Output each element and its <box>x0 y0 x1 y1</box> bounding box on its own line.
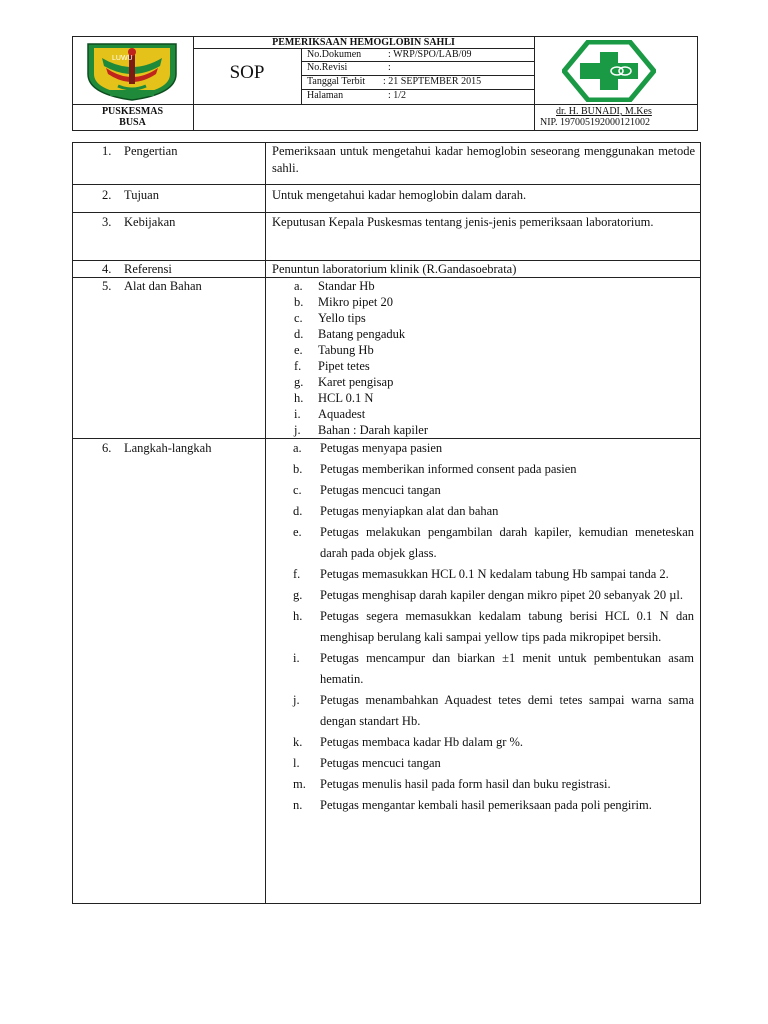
list-marker: g. <box>293 588 303 602</box>
list-marker: g. <box>294 375 304 389</box>
list-marker: d. <box>293 504 303 518</box>
list-item-text: Bahan : Darah kapiler <box>318 423 429 437</box>
tool-list-item <box>266 310 696 326</box>
list-item-text: Petugas memasukkan HCL 0.1 N kedalam tabung Hb sampai tanda 2. <box>320 567 669 581</box>
org-name-line2: BUSA <box>119 117 146 128</box>
field-value-no-revisi: : <box>388 62 391 73</box>
list-marker: e. <box>293 525 302 539</box>
row-label-alat-dan-bahan: Alat dan Bahan <box>124 279 202 293</box>
list-marker: c. <box>294 311 303 325</box>
list-marker: c. <box>293 483 302 497</box>
tool-list-item <box>266 374 696 390</box>
step-list-item <box>266 648 694 690</box>
list-item-text: Tabung Hb <box>318 343 374 357</box>
step-list-item <box>266 690 694 732</box>
row-content-tujuan: Untuk mengetahui kadar hemoglobin dalam darah. <box>272 188 527 202</box>
list-item-text: Petugas mencuci tangan <box>320 483 441 497</box>
signer-name: dr. H. BUNADI, M.Kes <box>556 106 652 117</box>
list-item-text: Batang pengaduk <box>318 327 406 341</box>
document-title: PEMERIKSAAN HEMOGLOBIN SAHLI <box>272 37 455 48</box>
step-list-item <box>266 606 694 648</box>
row-content-referensi: Penuntun laboratorium klinik (R.Gandasoebrata) <box>272 262 517 276</box>
tool-list-item <box>266 326 696 342</box>
luwu-emblem-text: LUWU <box>112 55 133 62</box>
list-marker: h. <box>294 391 304 405</box>
tool-list-item <box>266 358 696 374</box>
list-item-text: Mikro pipet 20 <box>318 295 393 309</box>
list-item-text: HCL 0.1 N <box>318 391 374 405</box>
list-marker: a. <box>293 441 302 455</box>
row-number: 3. <box>102 215 112 229</box>
step-list-item <box>266 795 694 816</box>
list-marker: b. <box>293 462 303 476</box>
field-label-no-dokumen: No.Dokumen <box>307 49 362 60</box>
steps-list <box>266 438 694 816</box>
list-item-text: Petugas mencampur dan biarkan ±1 menit untuk pembentukan asam hematin. <box>320 651 694 686</box>
list-item-text: Petugas membaca kadar Hb dalam gr %. <box>320 735 524 749</box>
list-item-text: Petugas melakukan pengambilan darah kapiler, kemudian meneteskan darah pada objek glass. <box>320 525 694 560</box>
list-marker: n. <box>293 798 303 812</box>
list-item-text: Petugas menambahkan Aquadest tetes demi tetes sampai warna sama dengan standart Hb. <box>320 693 694 728</box>
step-list-item <box>266 438 694 459</box>
list-item-text: Petugas menyapa pasien <box>320 441 443 455</box>
tool-list-item <box>266 342 696 358</box>
field-value-no-dokumen: : WRP/SPO/LAB/09 <box>388 49 472 60</box>
list-item-text: Yello tips <box>318 311 366 325</box>
step-list-item <box>266 774 694 795</box>
step-list-item <box>266 732 694 753</box>
row-number: 6. <box>102 441 112 455</box>
signer-nip: NIP. 197005192000121002 <box>540 117 651 128</box>
list-item-text: Petugas menulis hasil pada form hasil dan buku registrasi. <box>320 777 611 791</box>
row-content-pengertian: Pemeriksaan untuk mengetahui kadar hemoglobin seseorang menggunakan metode sahli. <box>272 144 695 175</box>
list-item-text: Petugas mengantar kembali hasil pemeriksaan pada poli pengirim. <box>320 798 652 812</box>
tool-list-item <box>266 390 696 406</box>
list-marker: k. <box>293 735 303 749</box>
list-item-text: Pipet tetes <box>318 359 370 373</box>
list-item-text: Petugas menyiapkan alat dan bahan <box>320 504 499 518</box>
tool-list-item <box>266 422 696 438</box>
list-marker: d. <box>294 327 304 341</box>
list-marker: i. <box>293 651 300 665</box>
list-marker: h. <box>293 609 303 623</box>
row-content-kebijakan: Keputusan Kepala Puskesmas tentang jenis-jenis pemeriksaan laboratorium. <box>272 215 654 229</box>
list-item-text: Petugas mencuci tangan <box>320 756 441 770</box>
list-marker: i. <box>294 407 301 421</box>
step-list-item <box>266 522 694 564</box>
field-value-halaman: : 1/2 <box>388 90 407 101</box>
org-name-line1: PUSKESMAS <box>101 106 164 117</box>
row-label-kebijakan: Kebijakan <box>124 215 176 229</box>
row-label-pengertian: Pengertian <box>124 144 178 158</box>
step-list-item <box>266 480 694 501</box>
tool-list-item <box>266 294 696 310</box>
field-value-tanggal-terbit: : 21 SEPTEMBER 2015 <box>383 76 482 87</box>
row-label-tujuan: Tujuan <box>124 188 159 202</box>
field-label-tanggal-terbit: Tanggal Terbit <box>307 76 366 87</box>
list-marker: j. <box>294 423 301 437</box>
tool-list-item <box>266 406 696 422</box>
list-marker: j. <box>293 693 300 707</box>
list-marker: a. <box>294 279 303 293</box>
list-item-text: Standar Hb <box>318 279 375 293</box>
list-marker: f. <box>294 359 302 373</box>
list-item-text: Petugas menghisap darah kapiler dengan mikro pipet 20 sebanyak 20 µl. <box>320 588 684 602</box>
row-label-referensi: Referensi <box>124 262 172 276</box>
field-label-halaman: Halaman <box>307 90 344 101</box>
field-label-no-revisi: No.Revisi <box>307 62 348 73</box>
list-marker: e. <box>294 343 303 357</box>
list-marker: b. <box>294 295 304 309</box>
luwu-emblem-icon <box>82 38 182 102</box>
list-marker: l. <box>293 756 300 770</box>
row-number: 4. <box>102 262 112 276</box>
tool-list-item <box>266 278 696 294</box>
tools-list <box>266 278 696 438</box>
list-item-text: Petugas segera memasukkan kedalam tabung berisi HCL 0.1 N dan menghisap berulang kali sampai yellow tips pada mikropipet bersih. <box>320 609 694 644</box>
list-item-text: Petugas memberikan informed consent pada pasien <box>320 462 577 476</box>
list-item-text: Karet pengisap <box>318 375 394 389</box>
puskesmas-cross-logo-icon <box>562 40 656 102</box>
doc-type-label: SOP <box>229 62 265 83</box>
row-number: 2. <box>102 188 112 202</box>
row-label-langkah-langkah: Langkah-langkah <box>124 441 212 455</box>
list-marker: f. <box>293 567 301 581</box>
step-list-item <box>266 585 694 606</box>
list-marker: m. <box>293 777 306 791</box>
step-list-item <box>266 459 694 480</box>
list-item-text: Aquadest <box>318 407 366 421</box>
row-number: 1. <box>102 144 112 158</box>
row-number: 5. <box>102 279 112 293</box>
step-list-item <box>266 501 694 522</box>
step-list-item <box>266 753 694 774</box>
step-list-item <box>266 564 694 585</box>
